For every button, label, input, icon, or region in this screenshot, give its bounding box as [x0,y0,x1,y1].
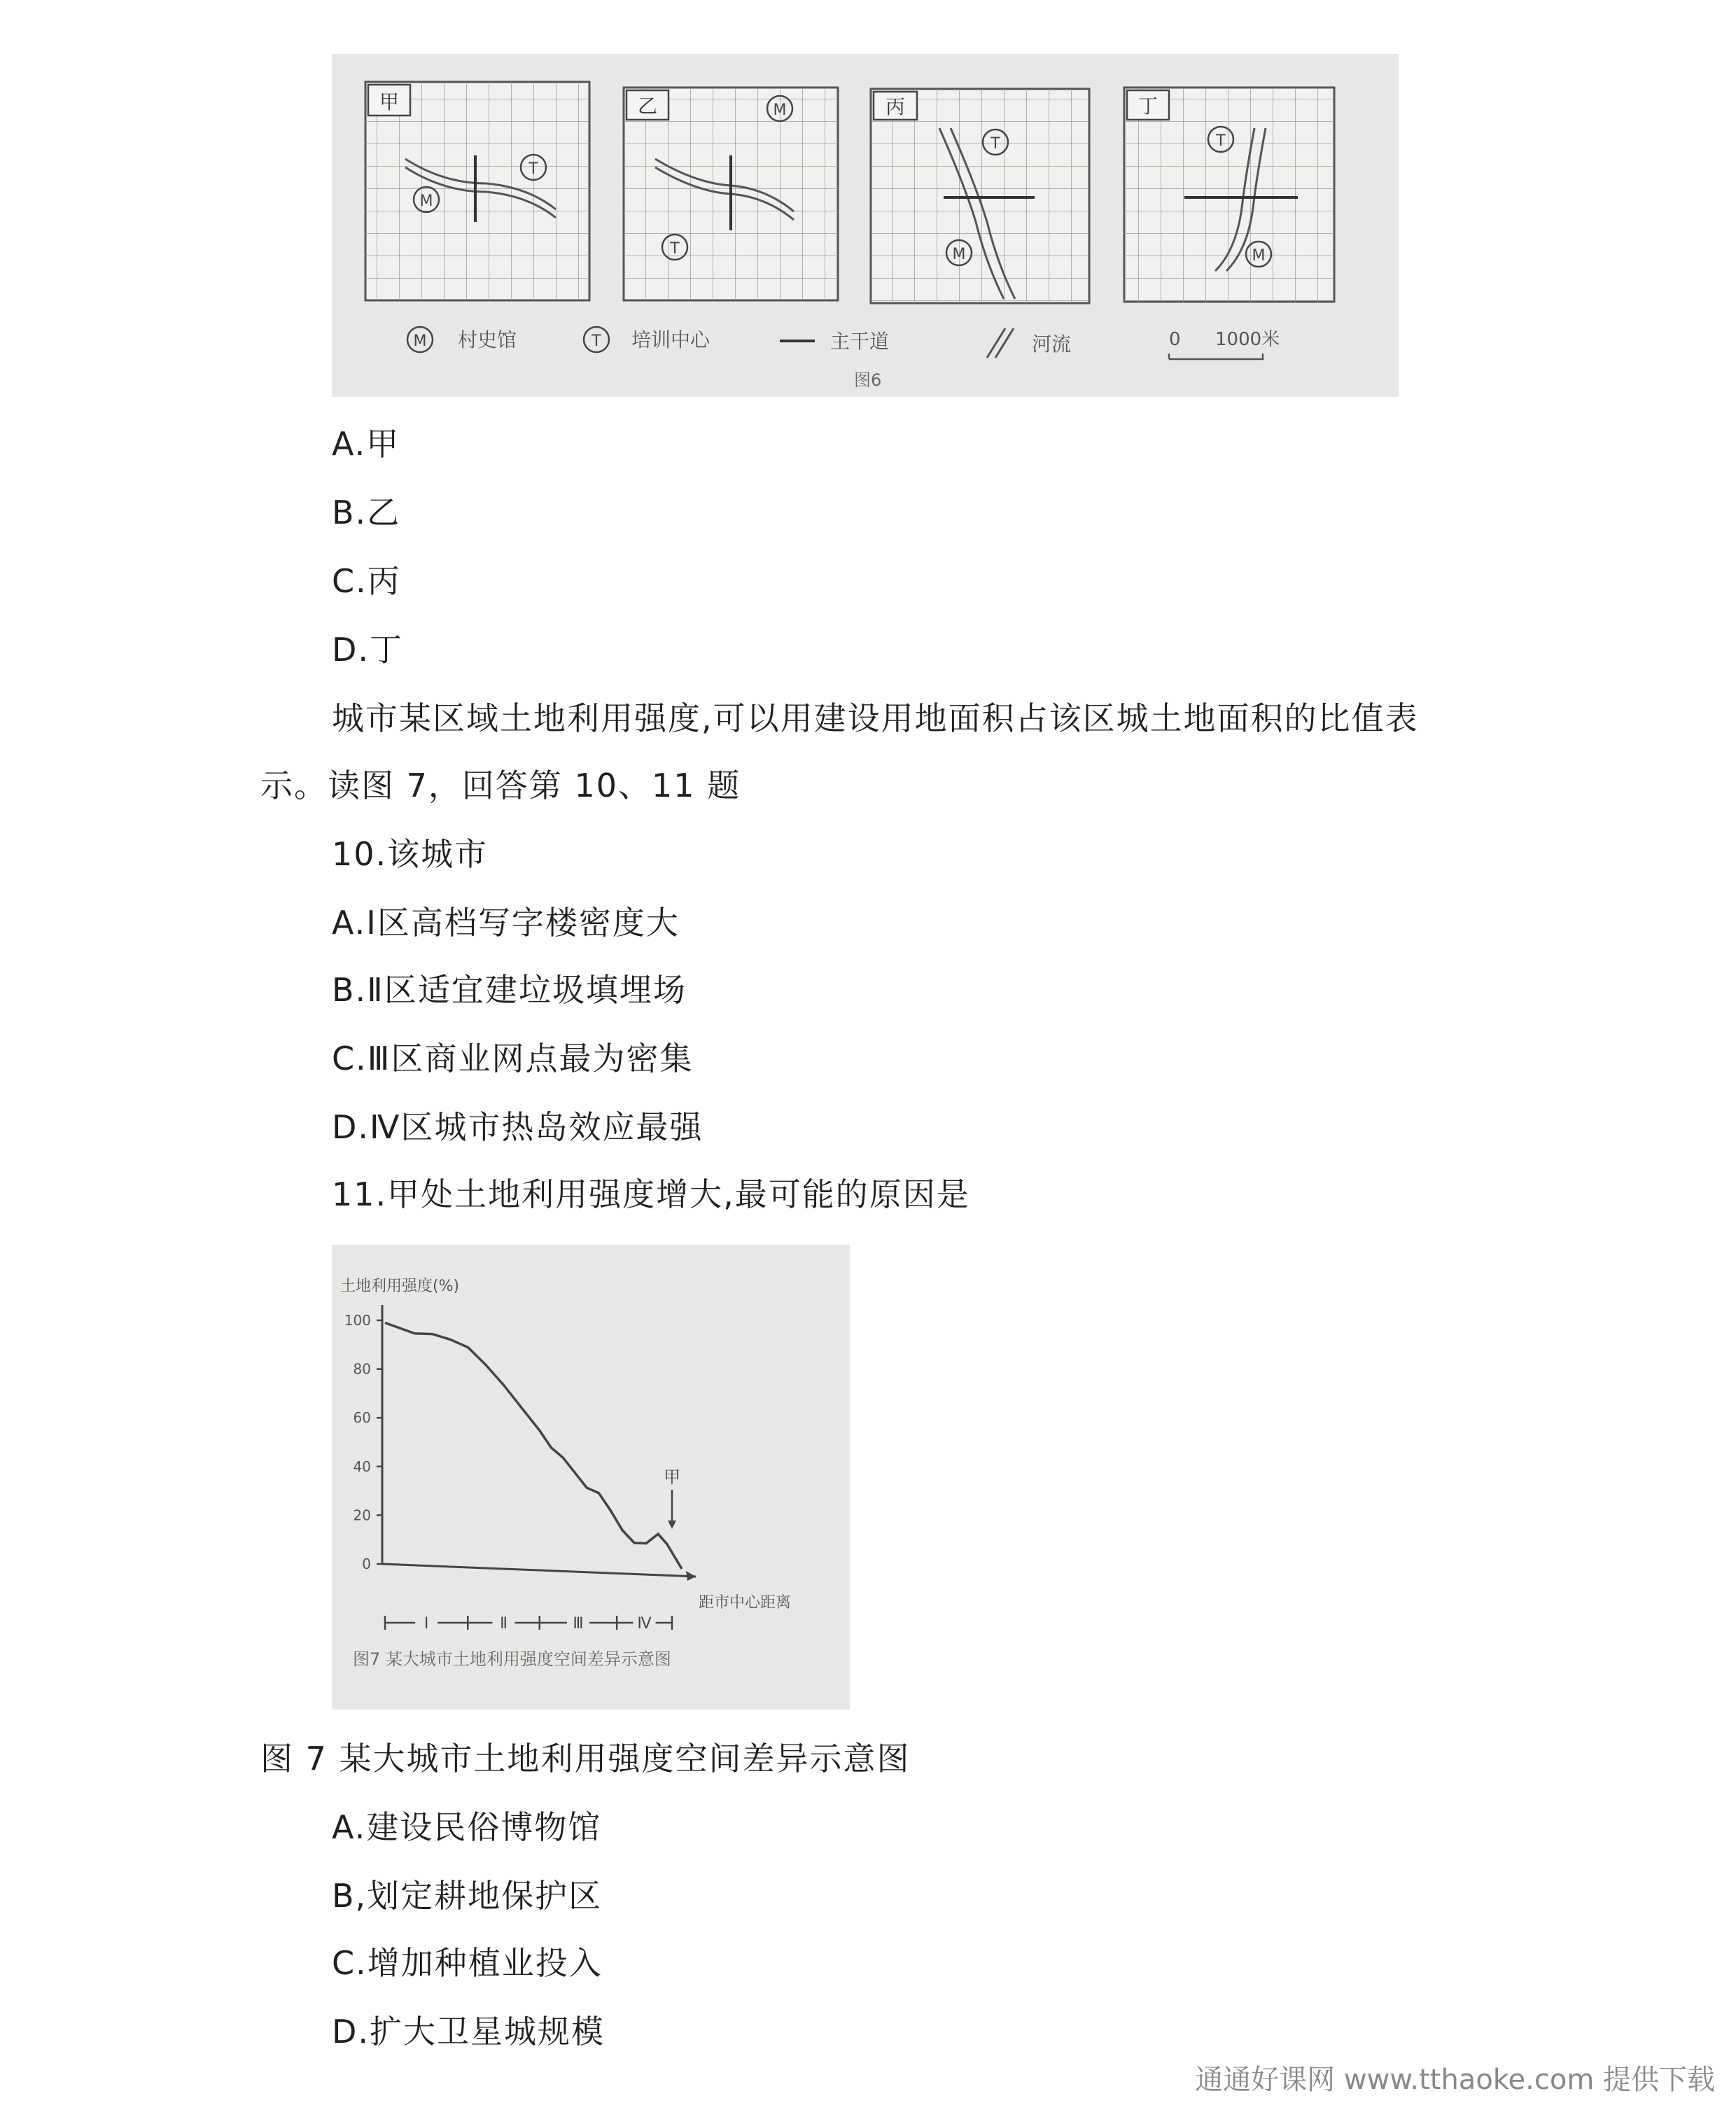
x-axis-arrow [686,1571,696,1581]
scale-bar [1169,354,1263,359]
intro-line-1: 城市某区域土地利用强度,可以用建设用地面积占该区城土地面积的比值表 [332,699,1419,737]
y-tick-label: 40 [353,1458,371,1475]
x-axis-label: 距市中心距离 [699,1594,792,1612]
svg-text:M: M [419,193,433,210]
y-tick-label: 80 [353,1360,371,1378]
panel-label-bing: 丙 [885,95,906,118]
zone-label: Ⅳ [637,1615,652,1633]
legend-road-label: 主干道 [830,330,890,353]
legend-river-label: 河流 [1032,333,1072,356]
annotation-jia [664,1467,680,1529]
panel-ding [1124,88,1334,302]
watermark: 通通好课网 www.tthaoke.com 提供下载 [1195,2064,1715,2096]
x-axis [382,1564,696,1577]
svg-text:M: M [952,246,966,263]
y-tick-label: 60 [353,1409,371,1427]
figure-6-legend [407,327,1280,390]
q9-option-a: A.甲 [332,425,400,463]
svg-text:T: T [1216,132,1226,150]
q10-option-b: B.Ⅱ区适宜建垃圾填埋场 [332,971,687,1009]
zone-label: Ⅱ [500,1615,507,1633]
annotation-label: 甲 [664,1467,680,1487]
q11-option-d: D.扩大卫星城规模 [332,2013,606,2050]
intro-line-2: 示。读图 7，回答第 10、11 题 [260,767,741,804]
y-tick-label: 0 [362,1556,371,1572]
q10-option-d: D.Ⅳ区城市热岛效应最强 [332,1108,704,1146]
figure-6-caption: 图6 [854,370,882,390]
legend-museum-label: 村史馆 [458,328,517,351]
panel-yi [624,88,838,300]
scale-zero: 0 [1169,329,1181,350]
panel-bing [871,89,1089,303]
q9-option-b: B.乙 [332,494,401,531]
q11-stem: 11.甲处土地利用强度增大,最可能的原因是 [332,1175,970,1213]
q9-option-d: D.丁 [332,631,404,669]
y-tick-label: 100 [344,1312,371,1329]
q11-option-c: C.增加种植业投入 [332,1944,603,1982]
panel-label-jia: 甲 [379,90,400,113]
y-axis-label: 土地利用强度(%) [340,1278,460,1295]
q10-option-a: A.Ⅰ区高档写字楼密度大 [332,904,680,942]
figure-6-svg [332,54,1399,397]
q9-option-c: C.丙 [332,562,401,600]
figure-7 [332,1245,850,1710]
panel-label-ding: 丁 [1138,95,1158,118]
q10-option-c: C.Ⅲ区商业网点最为密集 [332,1040,694,1077]
svg-text:T: T [990,135,1000,153]
svg-text:M: M [413,333,427,350]
figure-7-inner-caption: 图7 某大城市土地利用强度空间差异示意图 [353,1649,671,1669]
q11-option-a: A.建设民俗博物馆 [332,1808,602,1846]
zone-label: Ⅲ [573,1615,584,1633]
zone-label: Ⅰ [424,1615,429,1633]
panel-jia [365,82,589,300]
y-tick-label: 20 [353,1507,371,1524]
svg-text:M: M [773,102,787,119]
svg-text:T: T [528,160,538,178]
figure-7-chart [332,1245,850,1710]
q10-stem: 10.该城市 [332,835,489,873]
q11-option-b: B,划定耕地保护区 [332,1877,603,1915]
scale-label: 1000米 [1215,329,1280,350]
panel-label-yi: 乙 [637,95,658,118]
svg-text:T: T [670,240,680,258]
legend-training-label: 培训中心 [631,328,710,351]
svg-text:M: M [1252,247,1266,265]
series-line [385,1323,682,1570]
svg-text:T: T [592,333,601,350]
river-legend-icon [987,328,1014,358]
figure-7-caption: 图 7 某大城市土地利用强度空间差异示意图 [260,1740,911,1777]
figure-6 [332,54,1399,397]
